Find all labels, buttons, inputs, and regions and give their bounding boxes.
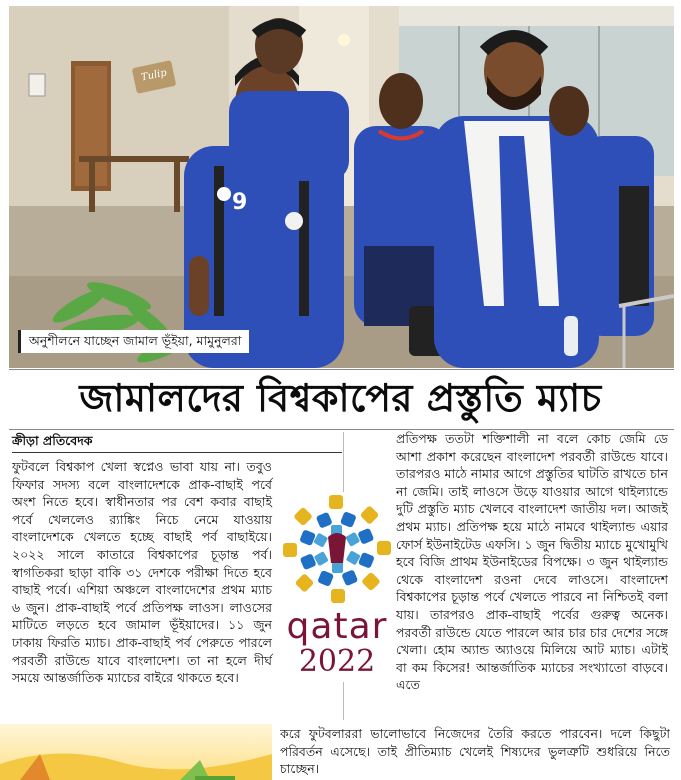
jersey-number: 9 — [232, 190, 248, 215]
photo-caption: অনুশীলনে যাচ্ছেন জামাল ভূঁইয়া, মামুনুলরা — [18, 330, 249, 353]
headline: জামালদের বিশ্বকাপের প্রস্তুতি ম্যাচ — [79, 376, 602, 420]
article-continuation: করে ফুটবলাররা ভালোভাবে নিজেদের তৈরি করতে পারবেন। দলে কিছুটা পরিবর্তন এসেছে। তাই প্রীতিম্যাচ খেলেই শিষ্যদের ভুলত্রুটি শুধরিয়ে নিতে চাচ্ছেন। — [280, 726, 670, 777]
qatar-2022-emblem-icon — [278, 492, 396, 607]
byline: ক্রীড়া প্রতিবেদক — [12, 433, 93, 448]
news-photo — [9, 6, 674, 368]
article-text-right: প্রতিপক্ষ ততটা শক্তিশালী না বলে কোচ জেমি ডে আশা প্রকাশ করেছেন বাংলাদেশ পরবর্তী রাউন্ডে যাবে। তারপরও মাঠে নামার আগে প্রস্তুতির ঘাটতি রাখতে চান না জেমি। তাই লাওসে উড়ে যাওয়ার আগে থাইল্যান্ডে দুটি প্রস্তুতি ম্যাচ খেলবে বাংলাদেশ জাতীয় দল। আজই প্রথম ম্যাচ। প্রতিপক্ষ হয়ে মাঠে নামবে থাইল্যান্ড এয়ার ফোর্স ইউনাইটেড এফসি। ১ জুন দ্বিতীয় ম্যাচে মুখোমুখি হবে বিজি প্রাথম ইউনাইডের বিপক্ষে। ৩ জুন থাইল্যান্ড থেকে বাংলাদেশ রওনা দেবে লাওসে। বাংলাদেশ বিশ্বকাপের চূড়ান্ত পর্বে খেলতে পারবে না নিশ্চিতই বলা যায়। তারপরও প্রাক-বাছাই পর্বের গুরুত্ব অনেক। পরবর্তী রাউন্ডে যেতে পারলে আর চার চার দেশের সঙ্গে খেলা। হোম অ্যান্ড অ্যাওয়ে মিলিয়ে আট ম্যাচ। এটাই বা কম কিসের! আন্তর্জাতিক ম্যাচের সংখ্যাতো বাড়বে। এতে — [396, 431, 668, 693]
article-text-left: ফুটবলে বিশ্বকাপ খেলা স্বপ্নেও ভাবা যায় না। তবুও ফিফার সদস্য বলে বাংলাদেশকে প্রাক-বাছাই পর্বে অংশ নিতে হবে। স্বাধীনতার পর বেশ কবার বাছাই পর্বে খেললেও র‍্যাঙ্কিং নিচে নেমে যাওয়ায় বাংলাদেশকে খেলতে হচ্ছে বাছাই পর্ব বাছাইয়ে। ২০২২ সালে কাতারে বিশ্বকাপের চূড়ান্ত পর্ব। স্বাগতিকরা ছাড়া বাকি ৩১ দেশকে পরীক্ষা দিতে হবে বাছাই পর্বে। এশিয়া অঞ্চলে বাংলাদেশের প্রথম ম্যাচ ৬ জুন। প্রাক-বাছাই পর্বে প্রতিপক্ষ লাওস। লাওসের মাটিতে লড়তে হবে জামাল ভূঁইয়াদের। ১১ জুন ঢাকায় ফিরতি ম্যাচ। প্রাক-বাছাই পর্ব পেরুতে পারলে পরবর্তী রাউন্ডে যাবে বাংলাদেশ। তা না হলে দীর্ঘ সময়ে আন্তর্জাতিক ম্যাচের বাইরে থাকতে হবে। — [12, 459, 272, 686]
wall-sign-text: Tulip — [140, 67, 168, 84]
logo-year: 2022 — [298, 644, 376, 679]
logo-wordmark: qatar — [286, 606, 388, 647]
advertisement-strip — [0, 724, 272, 780]
players-walking-illustration — [9, 6, 674, 368]
advertisement-graphic — [0, 724, 272, 780]
qatar-2022-logo — [278, 492, 396, 682]
byline-rule — [12, 452, 342, 453]
